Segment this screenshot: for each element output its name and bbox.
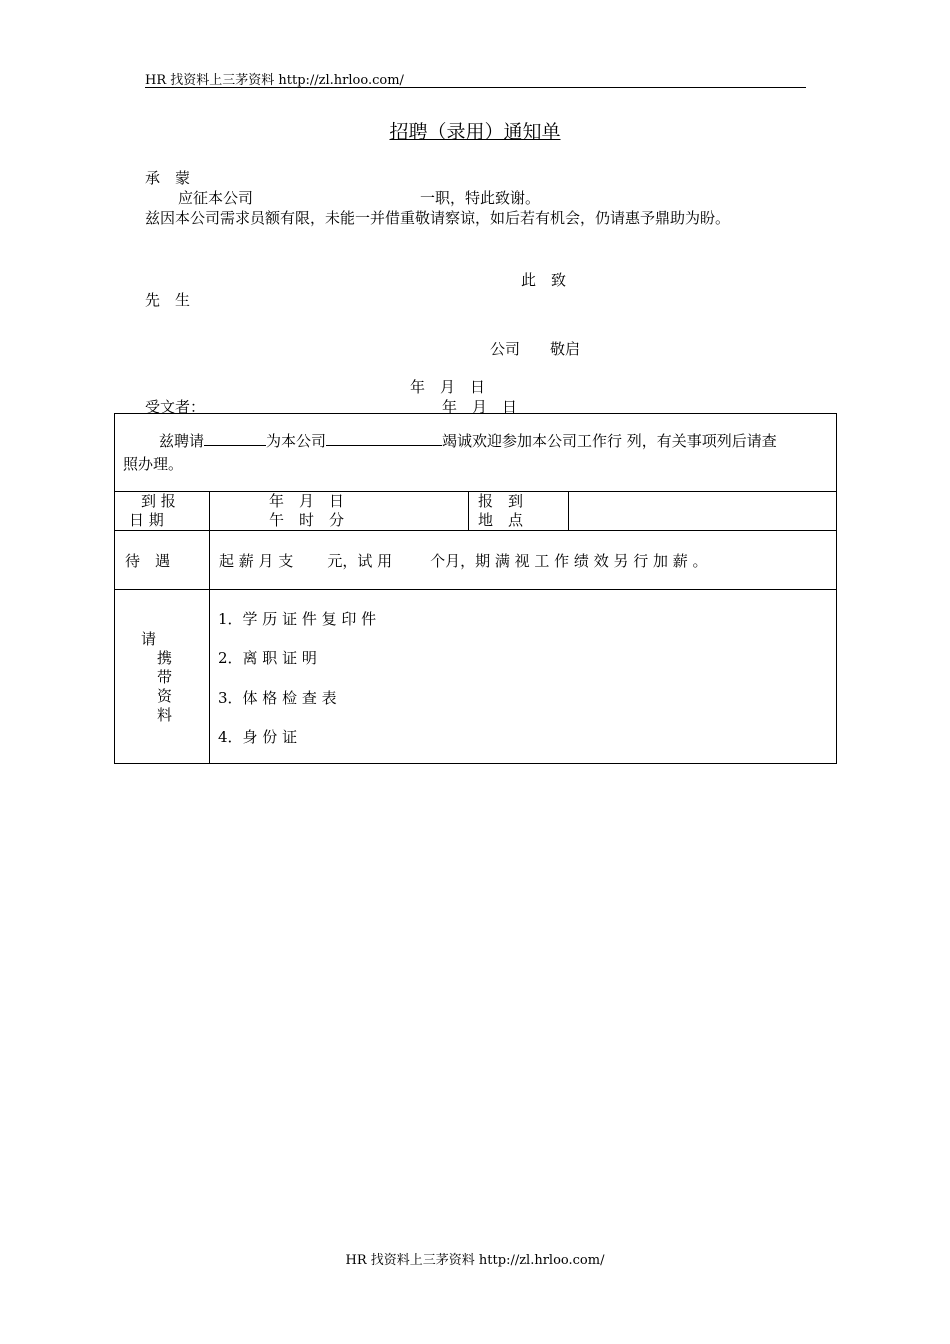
report-date-label-1: 到 报 (141, 492, 176, 510)
intro-part1: 兹聘请 (159, 431, 205, 450)
addressee: 先 生 (145, 291, 191, 309)
notice-form (114, 413, 837, 764)
name-blank[interactable] (204, 431, 266, 446)
report-date-label-2: 日 期 (129, 511, 164, 529)
report-place-value-cell[interactable] (569, 492, 837, 531)
treatment-text-2: 元，试 用 (327, 551, 393, 570)
salutation: 承 蒙 (145, 169, 191, 187)
materials-list-cell (210, 590, 837, 764)
intro-part3: 竭诚欢迎参加本公司工作行 列，有关事项列后请查 (442, 431, 777, 450)
material-item: 4．身 份 证 (218, 728, 298, 746)
closing: 此 致 (521, 271, 567, 289)
materials-label-4: 料 (157, 706, 173, 724)
recipient-date: 年 月 日 (442, 398, 518, 416)
report-place-label-cell (469, 492, 569, 531)
page-footer: HR 找资料上三茅资料 http://zl.hrloo.com/ (345, 1253, 605, 1268)
material-item: 1．学 历 证 件 复 印 件 (218, 610, 377, 628)
recipient-label: 受文者： (145, 398, 206, 416)
header-rule (145, 87, 806, 88)
letter-line2: 兹因本公司需求员额有限，未能一并借重敬请察谅，如后若有机会，仍请惠予鼎助为盼。 (145, 209, 731, 227)
treatment-text-1: 起 薪 月 支 (219, 551, 294, 570)
materials-label-2: 带 (157, 668, 173, 686)
materials-label-0: 请 (141, 630, 157, 648)
company-signature: 公司 敬启 (490, 340, 581, 358)
treatment-value-cell[interactable] (210, 531, 837, 590)
document-title: 招聘（录用）通知单 (389, 121, 561, 143)
letter-date: 年 月 日 (410, 378, 486, 396)
form-intro-cell (115, 414, 837, 492)
intro-part4: 照办理。 (123, 454, 184, 473)
treatment-text-3: 个月，期 满 视 工 作 绩 效 另 行 加 薪 。 (430, 551, 708, 570)
letter-line1-suffix: 一职，特此致谢。 (420, 189, 541, 207)
date-line-1: 年 月 日 (269, 492, 345, 510)
report-place-label-1: 报 到 (478, 492, 524, 510)
treatment-label: 待 遇 (125, 551, 171, 570)
materials-label-cell (115, 590, 210, 764)
date-line-2: 午 时 分 (269, 511, 345, 529)
treatment-label-cell (115, 531, 210, 590)
report-date-label-cell (115, 492, 210, 531)
letter-line1-prefix: 应征本公司 (178, 189, 254, 207)
intro-part2: 为本公司 (266, 431, 327, 450)
report-date-value-cell[interactable] (210, 492, 469, 531)
materials-label-1: 携 (157, 649, 173, 667)
material-item: 2．离 职 证 明 (218, 649, 317, 667)
position-blank[interactable] (326, 431, 442, 446)
report-place-label-2: 地 点 (478, 511, 524, 529)
materials-label-3: 资 (157, 687, 173, 705)
page-header: HR 找资料上三茅资料 http://zl.hrloo.com/ (145, 73, 404, 88)
material-item: 3．体 格 检 查 表 (218, 689, 337, 707)
